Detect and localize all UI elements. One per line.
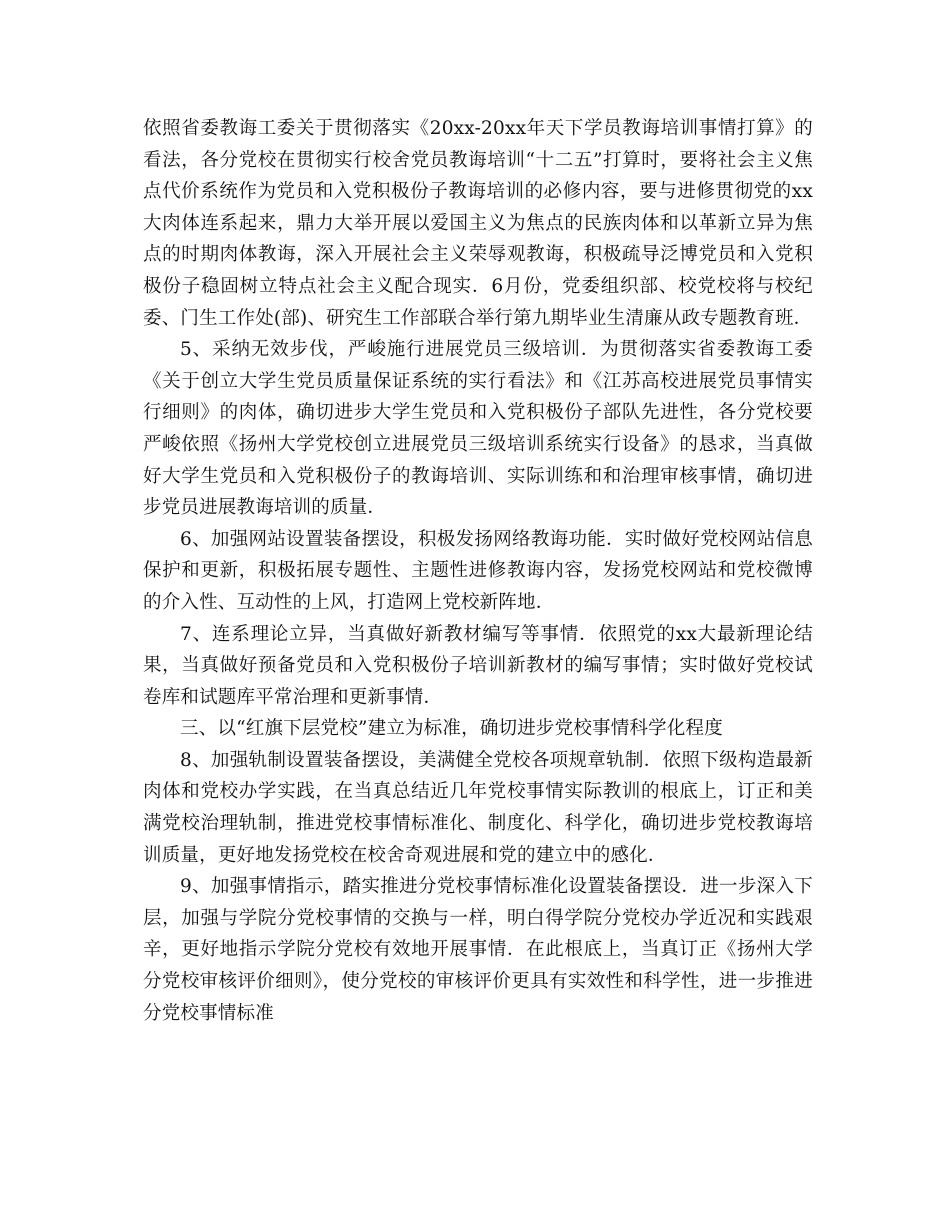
section-heading-3: 三、以“红旗下层党校”建立为标准，确切进步党校事情科学化程度 [180, 718, 723, 740]
document-body [143, 113, 813, 1029]
paragraph-item-9: 9、加强事情指示，踏实推进分党校事情标准化设置装备摆设．进一步深入下层，加强与学院分党校事情的交换与一样，明白得学院分党校办学近况和实践艰辛，更好地指示学院分党校有效地开展事情．在此根底上，当真订正《扬州大学分党校审核评价细则》，使分党校的审核评价更具有实效性和科学性，进一步推进分党校事情标准 [143, 876, 813, 1024]
paragraph-item-6: 6、加强网站设置装备摆设，积极发扬网络教诲功能．实时做好党校网站信息保护和更新，积极拓展专题性、主题性进修教诲内容，发扬党校网站和党校微博的介入性、互动性的上风，打造网上党校新阵地． [143, 528, 813, 613]
paragraph-item-5: 5、采纳无效步伐，严峻施行进展党员三级培训．为贯彻落实省委教诲工委《关于创立大学生党员质量保证系统的实行看法》和《江苏高校进展党员事情实行细则》的肉体，确切进步大学生党员和入党积极份子部队先进性，各分党校要严峻依照《扬州大学党校创立进展党员三级培训系统实行设备》的恳求，当真做好大学生党员和入党积极份子的教诲培训、实际训练和和治理审核事情，确切进步党员进展教诲培训的质量． [143, 339, 813, 519]
paragraph-item-7: 7、连系理论立异，当真做好新教材编写等事情．依照党的xx大最新理论结果，当真做好预备党员和入党积极份子培训新教材的编写事情；实时做好党校试卷库和试题库平常治理和更新事情． [143, 623, 813, 708]
paragraph-item-8: 8、加强轨制设置装备摆设，美满健全党校各项规章轨制．依照下级构造最新肉体和党校办学实践，在当真总结近几年党校事情实际教训的根底上，订正和美满党校治理轨制，推进党校事情标准化、制度化、科学化，确切进步党校教诲培训质量，更好地发扬党校在校舍奇观进展和党的建立中的感化． [143, 749, 813, 866]
paragraph-intro: 依照省委教诲工委关于贯彻落实《20xx-20xx年天下学员教诲培训事情打算》的看法，各分党校在贯彻实行校舍党员教诲培训“十二五”打算时，要将社会主义焦点代价系统作为党员和入党积极份子教诲培训的必修内容，要与进修贯彻党的xx大肉体连系起来，鼎力大举开展以爱国主义为焦点的民族肉体和以革新立异为焦点的时期肉体教诲，深入开展社会主义荣辱观教诲，积极疏导泛博党员和入党积极份子稳固树立特点社会主义配合现实．6月份，党委组织部、校党校将与校纪委、门生工作处(部)、研究生工作部联合举行第九期毕业生清廉从政专题教育班． [143, 118, 813, 329]
